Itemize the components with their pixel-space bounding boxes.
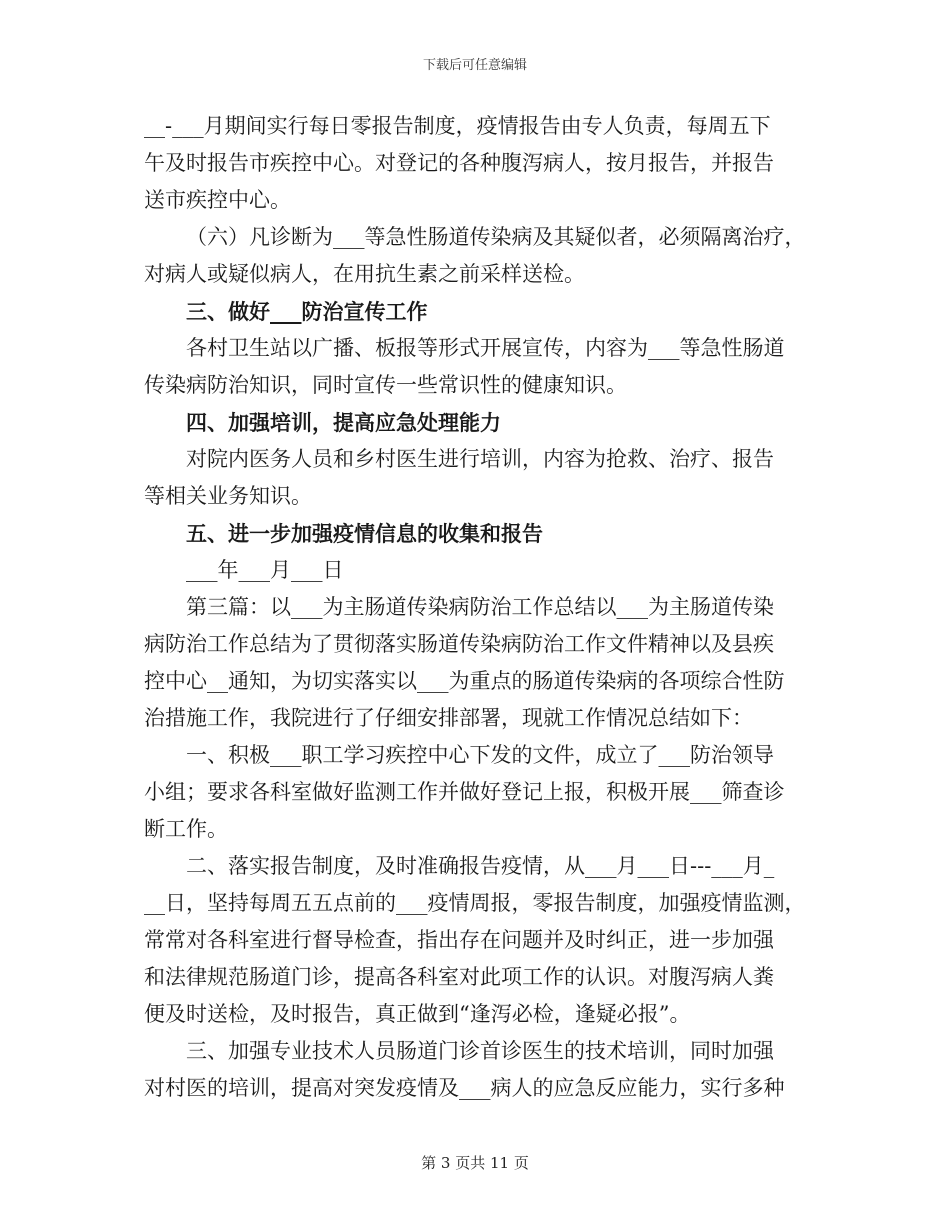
text-line: 第三篇：以___为主肠道传染病防治工作总结以___为主肠道传染 xyxy=(186,595,774,619)
text-line: 等相关业务知识。 xyxy=(144,484,312,508)
text-line: 各村卫生站以广播、板报等形式开展宣传，内容为___等急性肠道 xyxy=(186,336,785,360)
page-number: 第 3 页共 11 页 xyxy=(421,1154,529,1172)
text-line: 二、落实报告制度，及时准确报告疫情，从___月___日---___月_ xyxy=(186,854,775,878)
text-line: 一、积极___职工学习疾控中心下发的文件，成立了___防治领导 xyxy=(186,743,774,767)
text-line: 治措施工作，我院进行了仔细安排部署，现就工作情况总结如下： xyxy=(144,706,753,730)
text-line: 控中心__通知，为切实落实以___为重点的肠道传染病的各项综合性防 xyxy=(144,669,785,693)
text-line: __-___月期间实行每日零报告制度，疫情报告由专人负责，每周五下 xyxy=(144,114,771,138)
text-line: __日，坚持每周五五点前的___疫情周报，零报告制度，加强疫情监测， xyxy=(144,891,806,915)
section-heading: 四、加强培训，提高应急处理能力 xyxy=(186,410,501,435)
text-line: 小组；要求各科室做好监测工作并做好登记上报，积极开展___筛查诊 xyxy=(144,780,785,804)
text-line: 断工作。 xyxy=(144,817,228,841)
text-line: 便及时送检，及时报告，真正做到“逢泻必检，逢疑必报”。 xyxy=(144,1002,691,1026)
text-line: 常常对各科室进行督导检查，指出存在问题并及时纠正，进一步加强 xyxy=(144,928,774,952)
text-line: 病防治工作总结为了贯彻落实肠道传染病防治工作文件精神以及县疾 xyxy=(144,632,774,656)
text-line: 对病人或疑似病人，在用抗生素之前采样送检。 xyxy=(144,262,585,286)
text-line: 三、加强专业技术人员肠道门诊首诊医生的技术培训，同时加强 xyxy=(186,1039,774,1063)
section-heading: 三、做好___防治宣传工作 xyxy=(186,299,428,324)
text-line: 送市疾控中心。 xyxy=(144,188,291,212)
text-line: 午及时报告市疾控中心。对登记的各种腹泻病人，按月报告，并报告 xyxy=(144,151,774,175)
text-line: （六）凡诊断为___等急性肠道传染病及其疑似者，必须隔离治疗， xyxy=(186,225,806,249)
section-heading: 五、进一步加强疫情信息的收集和报告 xyxy=(186,521,543,546)
text-line: 对院内医务人员和乡村医生进行培训，内容为抢救、治疗、报告 xyxy=(186,447,774,471)
download-note: 下载后可任意编辑 xyxy=(422,58,527,73)
text-line: 和法律规范肠道门诊，提高各科室对此项工作的认识。对腹泻病人粪 xyxy=(144,965,774,989)
text-line: 对村医的培训，提高对突发疫情及___病人的应急反应能力，实行多种 xyxy=(144,1076,785,1100)
text-line: ___年___月___日 xyxy=(186,558,344,582)
document-body xyxy=(144,108,808,1107)
text-line: 传染病防治知识，同时宣传一些常识性的健康知识。 xyxy=(144,373,627,397)
